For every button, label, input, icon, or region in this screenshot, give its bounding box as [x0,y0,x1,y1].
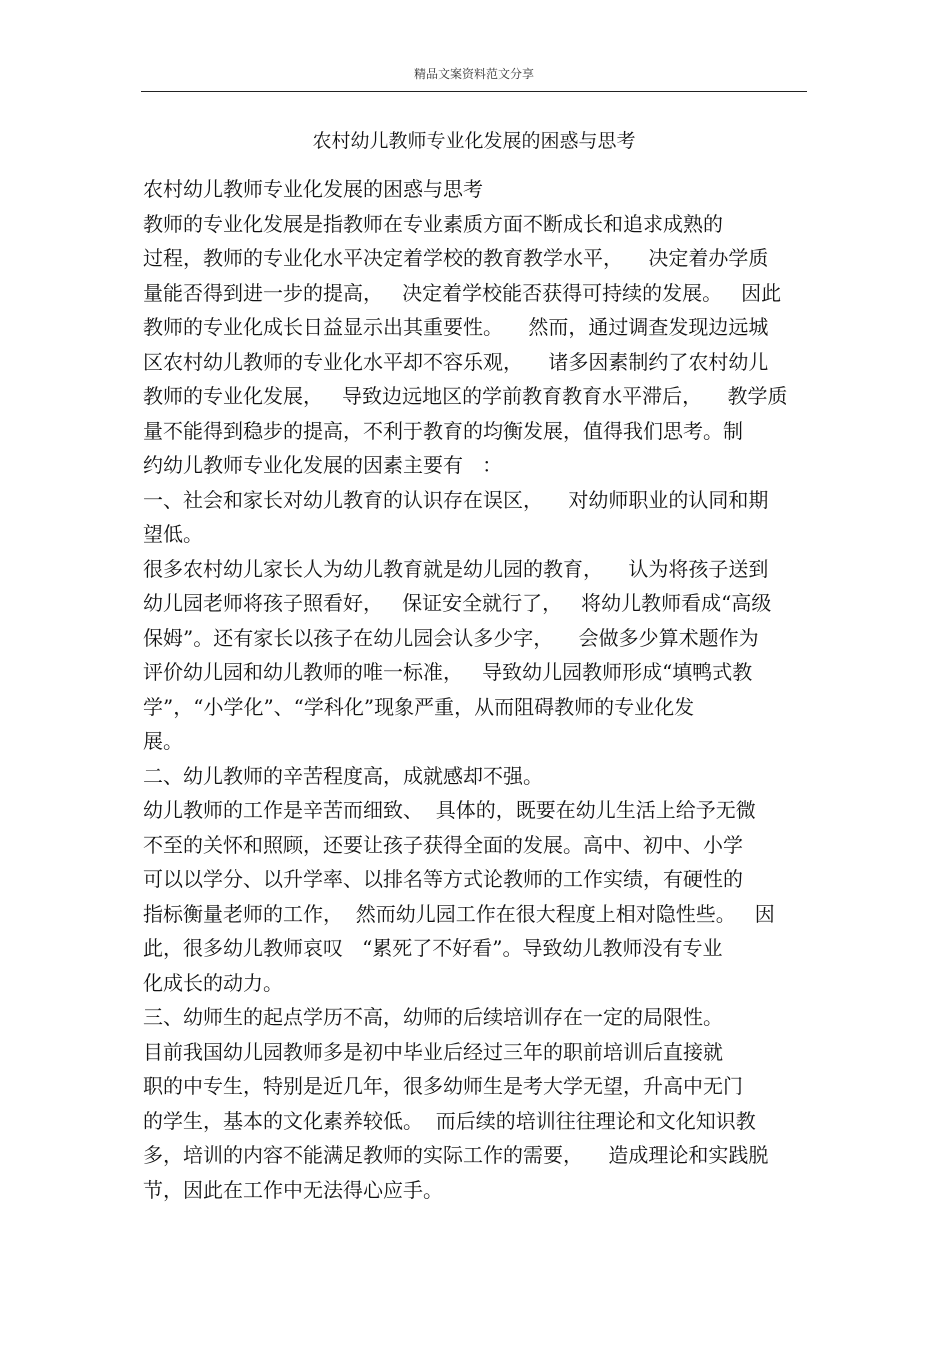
body-line: 幼儿教师的工作是辛苦而细致、 具体的，既要在幼儿生活上给予无微 [143,798,756,822]
body-line: 幼儿园老师将孩子照看好， 保证安全就行了， 将幼儿教师看成“高级 [143,591,772,615]
body-line: 量能否得到进一步的提高， 决定着学校能否获得可持续的发展。 因此 [143,280,782,305]
body-line: 不至的关怀和照顾，还要让孩子获得全面的发展。高中、初中、小学 [143,832,743,857]
body-line: 此，很多幼儿教师哀叹 “累死了不好看”。导致幼儿教师没有专业 [143,936,723,960]
body-line: 目前我国幼儿园教师多是初中毕业后经过三年的职前培训后直接就 [143,1039,723,1064]
header-divider [141,91,807,92]
body-line: 农村幼儿教师专业化发展的困惑与思考 [143,177,483,201]
body-line: 过程，教师的专业化水平决定着学校的教育教学水平， 决定着办学质 [143,246,769,270]
body-line: 化成长的动力。 [143,970,283,995]
document-body [143,172,807,1207]
body-line: 三、幼师生的起点学历不高，幼师的后续培训存在一定的局限性。 [143,1005,723,1029]
body-line: 展。 [143,729,183,753]
body-line: 学”，“小学化”、“学科化”现象严重，从而阻碍教师的专业化发 [143,694,695,719]
body-line: 评价幼儿园和幼儿教师的唯一标准， 导致幼儿园教师形成“填鸭式教 [143,660,753,684]
body-line: 一、社会和家长对幼儿教育的认识存在误区， 对幼师职业的认同和期 [143,487,769,512]
body-line: 二、幼儿教师的辛苦程度高，成就感却不强。 [143,763,543,788]
body-line: 教师的专业化发展是指教师在专业素质方面不断成长和追求成熟的 [143,211,723,236]
body-line: 多，培训的内容不能满足教师的实际工作的需要， 造成理论和实践脱 [143,1143,769,1167]
body-line: 的学生，基本的文化素养较低。 而后续的培训往往理论和文化知识教 [143,1108,756,1133]
document-title: 农村幼儿教师专业化发展的困惑与思考 [312,130,636,152]
body-line: 量不能得到稳步的提高，不利于教育的均衡发展，值得我们思考。制 [143,418,743,443]
body-line: 可以以学分、以升学率、以排名等方式论教师的工作实绩，有硬性的 [143,867,743,891]
page-header: 精品文案资料范文分享 [413,67,534,81]
body-line: 教师的专业化成长日益显示出其重要性。 然而，通过调查发现边远城 [143,315,769,339]
body-line: 指标衡量老师的工作， 然而幼儿园工作在很大程度上相对隐性些。 因 [143,901,775,926]
body-line: 望低。 [143,522,203,546]
body-line: 很多农村幼儿家长人为幼儿教育就是幼儿园的教育， 认为将孩子送到 [143,556,769,581]
body-line: 职的中专生，特别是近几年，很多幼师生是考大学无望，升高中无门 [143,1074,743,1098]
body-line: 节，因此在工作中无法得心应手。 [143,1177,443,1202]
body-line: 约幼儿教师专业化发展的因素主要有 ： [143,453,503,477]
body-line: 教师的专业化发展， 导致边远地区的学前教育教育水平滞后， 教学质 [143,384,788,408]
body-line: 保姆”。还有家长以孩子在幼儿园会认多少字， 会做多少算术题作为 [143,625,759,650]
body-line: 区农村幼儿教师的专业化水平却不容乐观， 诸多因素制约了农村幼儿 [143,349,769,374]
